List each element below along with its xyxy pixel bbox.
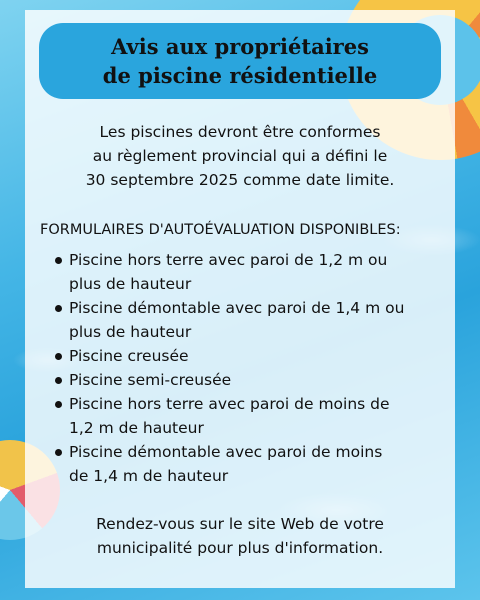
- closing-line-2: municipalité pour plus d'information.: [96, 539, 384, 557]
- list-item: [53, 392, 453, 440]
- notice-card: [25, 10, 455, 588]
- forms-list: [53, 248, 453, 488]
- title-line-2: de piscine résidentielle: [102, 63, 378, 88]
- list-item-line: 1,2 m de hauteur: [69, 419, 204, 437]
- intro-line-2: au règlement provincial qui a défini le: [92, 147, 388, 165]
- list-item-line: Piscine démontable avec paroi de 1,4 m ou: [69, 299, 405, 317]
- list-item: [53, 344, 453, 368]
- intro-text: [25, 120, 455, 192]
- list-item: [53, 368, 453, 392]
- list-item-line: de 1,4 m de hauteur: [69, 467, 229, 485]
- list-item-line: plus de hauteur: [69, 323, 192, 341]
- list-item: [53, 296, 453, 344]
- forms-heading: FORMULAIRES D'AUTOÉVALUATION DISPONIBLES:: [40, 222, 401, 238]
- list-item-line: Piscine hors terre avec paroi de moins de: [69, 395, 390, 413]
- list-item-line: Piscine hors terre avec paroi de 1,2 m ou: [69, 251, 388, 269]
- list-item-line: Piscine semi-creusée: [69, 371, 232, 389]
- title-banner: [39, 23, 441, 99]
- list-item-line: Piscine démontable avec paroi de moins: [69, 443, 383, 461]
- list-item-line: plus de hauteur: [69, 275, 192, 293]
- list-item-line: Piscine creusée: [69, 347, 189, 365]
- closing-text: [25, 512, 455, 560]
- list-item: [53, 440, 453, 488]
- list-item: [53, 248, 453, 296]
- closing-line-1: Rendez-vous sur le site Web de votre: [96, 515, 384, 533]
- intro-line-1: Les piscines devront être conformes: [99, 123, 381, 141]
- intro-line-3: 30 septembre 2025 comme date limite.: [85, 171, 395, 189]
- title-line-1: Avis aux propriétaires: [111, 34, 369, 59]
